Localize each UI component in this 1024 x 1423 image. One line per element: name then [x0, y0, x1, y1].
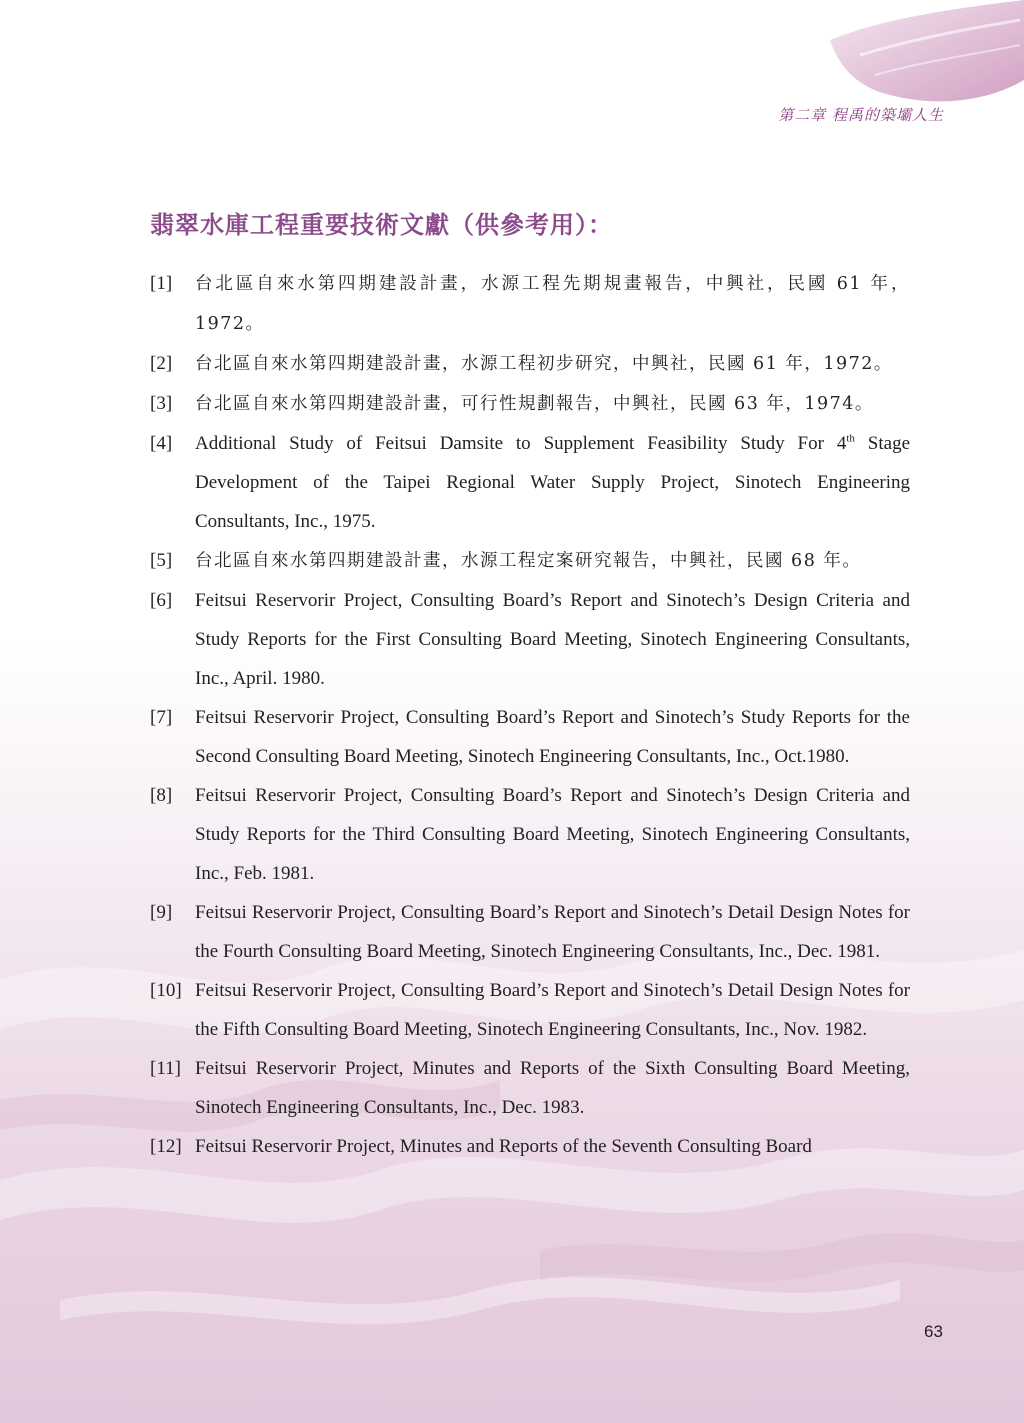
reference-item [150, 264, 910, 344]
reference-item [150, 776, 910, 893]
reference-number: [10] [150, 980, 182, 1001]
reference-number: [1] [150, 273, 173, 294]
corner-decoration-image [820, 0, 1024, 110]
reference-number: [12] [150, 1136, 182, 1157]
reference-text: Feitsui Reservorir Project, Minutes and Reports of the Seventh Consulting Board [195, 1136, 812, 1157]
reference-text: Feitsui Reservorir Project, Consulting Board’s Report and Sinotech’s Design Criteria and Study Reports for the First Consulting Board Meeting, Sinotech Engineering Consultants, Inc., April. 1980. [195, 590, 910, 689]
reference-item [150, 384, 910, 424]
reference-number: [11] [150, 1058, 181, 1079]
chapter-header: 第二章 程禹的築壩人生 [778, 106, 944, 124]
reference-text: 台北區自來水第四期建設計畫，水源工程定案研究報告，中興社，民國 68 年。 [195, 551, 862, 571]
reference-text: 台北區自來水第四期建設計畫，水源工程初步研究，中興社，民國 61 年，1972。 [195, 354, 893, 374]
reference-text: Feitsui Reservorir Project, Consulting Board’s Report and Sinotech’s Design Criteria and Study Reports for the Third Consulting Board Meeting, Sinotech Engineering Consultants, Inc., Feb. 1981. [195, 785, 910, 884]
section-title: 翡翠水庫工程重要技術文獻（供參考用）： [150, 211, 613, 239]
page-number: 63 [924, 1322, 943, 1341]
reference-item [150, 1127, 910, 1166]
reference-list [150, 264, 910, 1166]
reference-text: Additional Study of Feitsui Damsite to Supplement Feasibility Study For 4 [195, 433, 847, 454]
reference-text: Feitsui Reservorir Project, Consulting Board’s Report and Sinotech’s Detail Design Notes for the Fourth Consulting Board Meeting, Sinotech Engineering Consultants, Inc., Dec. 1981. [195, 902, 910, 962]
reference-number: [6] [150, 590, 173, 611]
reference-text: Feitsui Reservorir Project, Consulting Board’s Report and Sinotech’s Detail Design Notes for the Fifth Consulting Board Meeting, Sinotech Engineering Consultants, Inc., Nov. 1982. [195, 980, 910, 1040]
reference-item [150, 893, 910, 971]
reference-item [150, 541, 910, 581]
reference-text-continued: Stage Development of the Taipei Regional Water Supply Project, Sinotech Engineering Consultants, Inc., 1975. [195, 433, 911, 532]
reference-number: [8] [150, 785, 173, 806]
reference-text: Feitsui Reservorir Project, Consulting Board’s Report and Sinotech’s Study Reports for the Second Consulting Board Meeting, Sinotech Engineering Consultants, Inc., Oct.1980. [195, 707, 910, 767]
reference-item [150, 1049, 910, 1127]
reference-text: 台北區自來水第四期建設計畫，可行性規劃報告，中興社，民國 63 年，1974。 [195, 394, 874, 414]
reference-number: [4] [150, 433, 173, 454]
reference-item [150, 424, 910, 541]
reference-text: 台北區自來水第四期建設計畫，水源工程先期規畫報告，中興社，民國 61 年，1972。 [195, 274, 910, 334]
reference-number: [5] [150, 550, 173, 571]
reference-number: [2] [150, 353, 173, 374]
reference-item [150, 971, 910, 1049]
reference-item [150, 344, 910, 384]
reference-item [150, 698, 910, 776]
reference-text: Feitsui Reservorir Project, Minutes and Reports of the Sixth Consulting Board Meeting, Sinotech Engineering Consultants, Inc., Dec. 1983. [195, 1058, 910, 1118]
reference-number: [7] [150, 707, 173, 728]
reference-item [150, 581, 910, 698]
reference-number: [9] [150, 902, 173, 923]
reference-number: [3] [150, 393, 173, 414]
reference-superscript: th [846, 432, 855, 445]
